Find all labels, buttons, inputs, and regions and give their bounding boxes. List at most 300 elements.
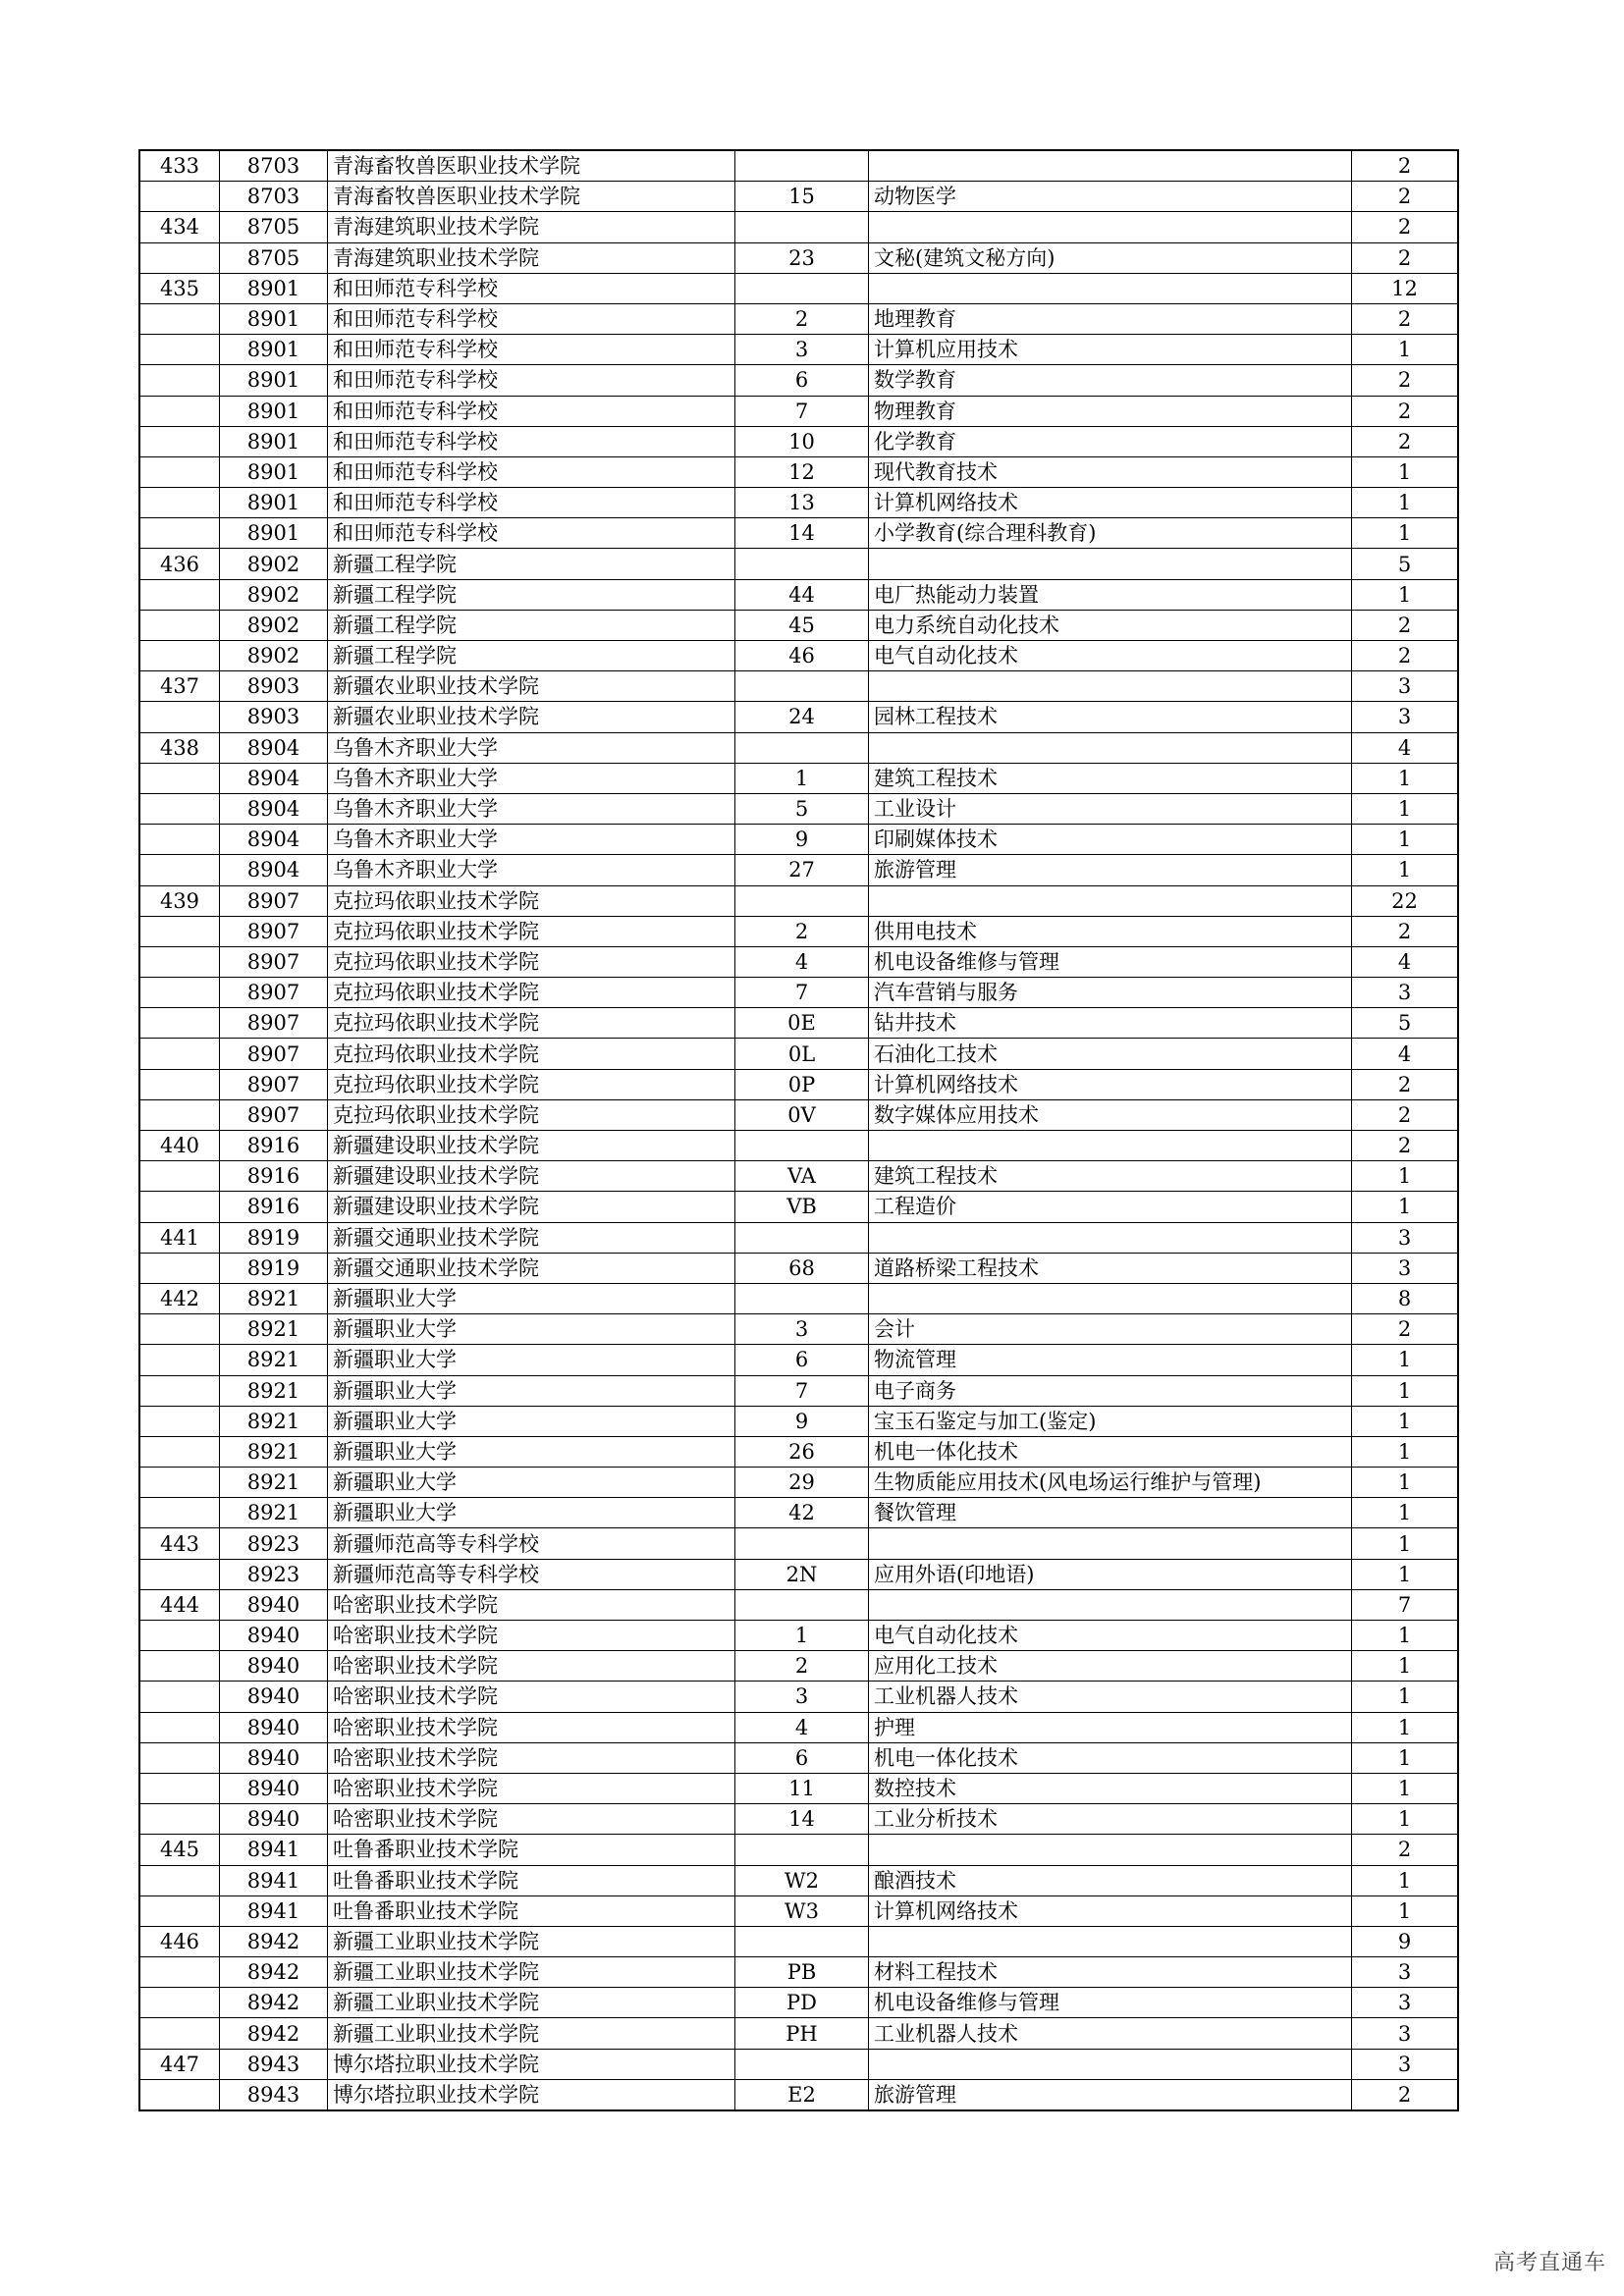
- major-name-cell: 机电一体化技术: [869, 1436, 1352, 1467]
- major-name-cell: [869, 671, 1352, 702]
- major-code-cell: 9: [735, 1406, 869, 1436]
- major-code-cell: [735, 1835, 869, 1865]
- quota-cell: 3: [1352, 2049, 1459, 2079]
- school-code-cell: 8902: [220, 641, 328, 671]
- major-name-cell: 小学教育(综合理科教育): [869, 518, 1352, 549]
- school-code-cell: 8921: [220, 1468, 328, 1498]
- major-code-cell: [735, 549, 869, 579]
- seq-cell: [139, 1773, 220, 1803]
- quota-cell: 3: [1352, 1957, 1459, 1988]
- quota-cell: 1: [1352, 1345, 1459, 1375]
- seq-cell: [139, 1804, 220, 1835]
- school-code-cell: 8943: [220, 2049, 328, 2079]
- school-summary-row: [139, 1283, 1458, 1313]
- major-code-cell: 6: [735, 1742, 869, 1773]
- major-name-cell: 物流管理: [869, 1345, 1352, 1375]
- school-name-cell: 克拉玛依职业技术学院: [328, 885, 735, 916]
- quota-cell: 2: [1352, 365, 1459, 396]
- school-code-cell: 8907: [220, 1039, 328, 1069]
- major-name-cell: 文秘(建筑文秘方向): [869, 242, 1352, 273]
- school-code-cell: 8903: [220, 702, 328, 732]
- quota-cell: 3: [1352, 702, 1459, 732]
- seq-cell: [139, 1099, 220, 1130]
- major-code-cell: VA: [735, 1161, 869, 1192]
- school-code-cell: 8940: [220, 1742, 328, 1773]
- school-code-cell: 8902: [220, 579, 328, 610]
- admissions-table: [138, 149, 1459, 2111]
- school-code-cell: 8904: [220, 825, 328, 855]
- major-code-cell: 2: [735, 303, 869, 334]
- major-name-cell: 机电一体化技术: [869, 1742, 1352, 1773]
- school-name-cell: 新疆工程学院: [328, 549, 735, 579]
- major-name-cell: [869, 885, 1352, 916]
- seq-cell: [139, 242, 220, 273]
- major-code-cell: 14: [735, 1804, 869, 1835]
- seq-cell: [139, 1345, 220, 1375]
- major-code-cell: PD: [735, 1988, 869, 2018]
- school-name-cell: 吐鲁番职业技术学院: [328, 1835, 735, 1865]
- major-row: [139, 1559, 1458, 1589]
- school-code-cell: 8904: [220, 763, 328, 793]
- quota-cell: 22: [1352, 885, 1459, 916]
- major-name-cell: 材料工程技术: [869, 1957, 1352, 1988]
- major-code-cell: 3: [735, 1682, 869, 1712]
- major-row: [139, 1865, 1458, 1896]
- major-row: [139, 426, 1458, 456]
- major-code-cell: 6: [735, 1345, 869, 1375]
- school-code-cell: 8921: [220, 1436, 328, 1467]
- major-code-cell: 2N: [735, 1559, 869, 1589]
- major-name-cell: [869, 1589, 1352, 1620]
- quota-cell: 2: [1352, 212, 1459, 242]
- seq-cell: [139, 946, 220, 977]
- school-code-cell: 8940: [220, 1712, 328, 1742]
- major-row: [139, 1253, 1458, 1283]
- seq-cell: [139, 1069, 220, 1099]
- seq-cell: [139, 1742, 220, 1773]
- school-code-cell: 8940: [220, 1682, 328, 1712]
- quota-cell: 3: [1352, 1253, 1459, 1283]
- major-code-cell: 9: [735, 825, 869, 855]
- major-code-cell: [735, 671, 869, 702]
- quota-cell: 1: [1352, 1621, 1459, 1651]
- major-name-cell: 现代教育技术: [869, 456, 1352, 487]
- major-row: [139, 1742, 1458, 1773]
- major-code-cell: 1: [735, 1621, 869, 1651]
- school-name-cell: 新疆职业大学: [328, 1375, 735, 1406]
- school-code-cell: 8940: [220, 1621, 328, 1651]
- seq-cell: [139, 916, 220, 946]
- school-name-cell: 克拉玛依职业技术学院: [328, 1099, 735, 1130]
- school-code-cell: 8921: [220, 1314, 328, 1345]
- school-code-cell: 8705: [220, 242, 328, 273]
- school-name-cell: 新疆工程学院: [328, 610, 735, 640]
- major-row: [139, 1896, 1458, 1926]
- school-name-cell: 新疆职业大学: [328, 1468, 735, 1498]
- major-name-cell: 石油化工技术: [869, 1039, 1352, 1069]
- quota-cell: 1: [1352, 1804, 1459, 1835]
- school-code-cell: 8907: [220, 1069, 328, 1099]
- major-row: [139, 2018, 1458, 2049]
- quota-cell: 2: [1352, 1131, 1459, 1161]
- watermark: 高考直通车: [1492, 2251, 1606, 2275]
- major-name-cell: [869, 273, 1352, 303]
- school-code-cell: 8943: [220, 2079, 328, 2110]
- quota-cell: 1: [1352, 793, 1459, 824]
- major-row: [139, 1621, 1458, 1651]
- major-code-cell: 1: [735, 763, 869, 793]
- major-name-cell: 机电设备维修与管理: [869, 1988, 1352, 2018]
- quota-cell: 2: [1352, 610, 1459, 640]
- major-row: [139, 1314, 1458, 1345]
- quota-cell: 1: [1352, 335, 1459, 365]
- major-row: [139, 1345, 1458, 1375]
- major-name-cell: 餐饮管理: [869, 1498, 1352, 1528]
- major-code-cell: 4: [735, 1712, 869, 1742]
- school-code-cell: 8923: [220, 1559, 328, 1589]
- major-code-cell: 0L: [735, 1039, 869, 1069]
- school-code-cell: 8940: [220, 1804, 328, 1835]
- school-name-cell: 哈密职业技术学院: [328, 1621, 735, 1651]
- major-code-cell: 24: [735, 702, 869, 732]
- major-name-cell: [869, 1222, 1352, 1253]
- quota-cell: 4: [1352, 732, 1459, 763]
- major-code-cell: [735, 273, 869, 303]
- major-code-cell: [735, 2049, 869, 2079]
- seq-cell: 444: [139, 1589, 220, 1620]
- seq-cell: [139, 1559, 220, 1589]
- major-row: [139, 365, 1458, 396]
- major-code-cell: 45: [735, 610, 869, 640]
- major-code-cell: 7: [735, 1375, 869, 1406]
- school-name-cell: 哈密职业技术学院: [328, 1804, 735, 1835]
- major-row: [139, 1712, 1458, 1742]
- major-code-cell: 7: [735, 396, 869, 426]
- major-name-cell: 地理教育: [869, 303, 1352, 334]
- school-code-cell: 8916: [220, 1161, 328, 1192]
- school-summary-row: [139, 150, 1458, 182]
- school-code-cell: 8907: [220, 946, 328, 977]
- seq-cell: [139, 1865, 220, 1896]
- seq-cell: [139, 1436, 220, 1467]
- major-code-cell: 0E: [735, 1008, 869, 1039]
- school-name-cell: 新疆职业大学: [328, 1283, 735, 1313]
- major-row: [139, 242, 1458, 273]
- major-code-cell: 4: [735, 946, 869, 977]
- major-code-cell: 2: [735, 1651, 869, 1682]
- major-name-cell: 生物质能应用技术(风电场运行维护与管理): [869, 1468, 1352, 1498]
- quota-cell: 1: [1352, 1559, 1459, 1589]
- major-code-cell: [735, 1131, 869, 1161]
- seq-cell: [139, 1253, 220, 1283]
- quota-cell: 2: [1352, 1069, 1459, 1099]
- major-name-cell: 园林工程技术: [869, 702, 1352, 732]
- major-row: [139, 1682, 1458, 1712]
- school-name-cell: 哈密职业技术学院: [328, 1651, 735, 1682]
- school-name-cell: 新疆建设职业技术学院: [328, 1161, 735, 1192]
- quota-cell: 1: [1352, 579, 1459, 610]
- major-name-cell: [869, 1131, 1352, 1161]
- major-row: [139, 2079, 1458, 2110]
- major-code-cell: PH: [735, 2018, 869, 2049]
- quota-cell: 1: [1352, 855, 1459, 885]
- major-code-cell: 23: [735, 242, 869, 273]
- school-code-cell: 8904: [220, 793, 328, 824]
- major-row: [139, 1406, 1458, 1436]
- school-name-cell: 青海建筑职业技术学院: [328, 212, 735, 242]
- school-name-cell: 新疆建设职业技术学院: [328, 1131, 735, 1161]
- school-code-cell: 8902: [220, 549, 328, 579]
- quota-cell: 1: [1352, 1528, 1459, 1559]
- quota-cell: 2: [1352, 1314, 1459, 1345]
- major-row: [139, 793, 1458, 824]
- major-name-cell: 酿酒技术: [869, 1865, 1352, 1896]
- major-row: [139, 610, 1458, 640]
- school-summary-row: [139, 671, 1458, 702]
- seq-cell: [139, 303, 220, 334]
- school-name-cell: 和田师范专科学校: [328, 365, 735, 396]
- quota-cell: 2: [1352, 303, 1459, 334]
- major-name-cell: 旅游管理: [869, 855, 1352, 885]
- major-name-cell: 电力系统自动化技术: [869, 610, 1352, 640]
- quota-cell: 1: [1352, 1682, 1459, 1712]
- school-code-cell: 8901: [220, 456, 328, 487]
- major-code-cell: [735, 732, 869, 763]
- major-name-cell: 计算机网络技术: [869, 1896, 1352, 1926]
- major-code-cell: 15: [735, 182, 869, 212]
- school-name-cell: 哈密职业技术学院: [328, 1742, 735, 1773]
- school-code-cell: 8901: [220, 426, 328, 456]
- major-name-cell: 计算机网络技术: [869, 1069, 1352, 1099]
- major-code-cell: W3: [735, 1896, 869, 1926]
- school-name-cell: 克拉玛依职业技术学院: [328, 946, 735, 977]
- major-code-cell: E2: [735, 2079, 869, 2110]
- seq-cell: 445: [139, 1835, 220, 1865]
- major-row: [139, 518, 1458, 549]
- quota-cell: 3: [1352, 2018, 1459, 2049]
- quota-cell: 8: [1352, 1283, 1459, 1313]
- major-code-cell: 3: [735, 1314, 869, 1345]
- seq-cell: 435: [139, 273, 220, 303]
- school-code-cell: 8901: [220, 335, 328, 365]
- school-name-cell: 和田师范专科学校: [328, 488, 735, 518]
- quota-cell: 4: [1352, 1039, 1459, 1069]
- school-name-cell: 新疆师范高等专科学校: [328, 1528, 735, 1559]
- school-name-cell: 乌鲁木齐职业大学: [328, 732, 735, 763]
- major-code-cell: W2: [735, 1865, 869, 1896]
- seq-cell: 442: [139, 1283, 220, 1313]
- school-name-cell: 乌鲁木齐职业大学: [328, 825, 735, 855]
- major-name-cell: 电厂热能动力装置: [869, 579, 1352, 610]
- seq-cell: 441: [139, 1222, 220, 1253]
- quota-cell: 1: [1352, 1468, 1459, 1498]
- school-code-cell: 8907: [220, 885, 328, 916]
- school-name-cell: 和田师范专科学校: [328, 273, 735, 303]
- school-name-cell: 新疆师范高等专科学校: [328, 1559, 735, 1589]
- major-row: [139, 1804, 1458, 1835]
- school-code-cell: 8903: [220, 671, 328, 702]
- school-name-cell: 新疆工程学院: [328, 641, 735, 671]
- major-name-cell: 建筑工程技术: [869, 763, 1352, 793]
- major-name-cell: [869, 1926, 1352, 1956]
- school-code-cell: 8921: [220, 1375, 328, 1406]
- major-name-cell: [869, 1283, 1352, 1313]
- major-code-cell: 14: [735, 518, 869, 549]
- quota-cell: 4: [1352, 946, 1459, 977]
- school-name-cell: 吐鲁番职业技术学院: [328, 1865, 735, 1896]
- quota-cell: 1: [1352, 1161, 1459, 1192]
- school-code-cell: 8902: [220, 610, 328, 640]
- major-name-cell: 物理教育: [869, 396, 1352, 426]
- major-name-cell: 计算机应用技术: [869, 335, 1352, 365]
- major-row: [139, 456, 1458, 487]
- school-code-cell: 8907: [220, 916, 328, 946]
- school-code-cell: 8703: [220, 182, 328, 212]
- seq-cell: [139, 1375, 220, 1406]
- major-row: [139, 641, 1458, 671]
- seq-cell: [139, 1406, 220, 1436]
- major-name-cell: 会计: [869, 1314, 1352, 1345]
- quota-cell: 1: [1352, 1865, 1459, 1896]
- quota-cell: 2: [1352, 242, 1459, 273]
- seq-cell: [139, 1896, 220, 1926]
- major-name-cell: [869, 150, 1352, 182]
- major-code-cell: 26: [735, 1436, 869, 1467]
- school-code-cell: 8919: [220, 1253, 328, 1283]
- school-name-cell: 新疆农业职业技术学院: [328, 671, 735, 702]
- school-code-cell: 8921: [220, 1283, 328, 1313]
- school-code-cell: 8703: [220, 150, 328, 182]
- major-row: [139, 335, 1458, 365]
- seq-cell: [139, 456, 220, 487]
- major-row: [139, 1161, 1458, 1192]
- major-name-cell: 应用外语(印地语): [869, 1559, 1352, 1589]
- major-name-cell: 道路桥梁工程技术: [869, 1253, 1352, 1283]
- school-code-cell: 8940: [220, 1651, 328, 1682]
- seq-cell: [139, 365, 220, 396]
- seq-cell: [139, 1314, 220, 1345]
- school-code-cell: 8942: [220, 1957, 328, 1988]
- school-code-cell: 8705: [220, 212, 328, 242]
- school-summary-row: [139, 1222, 1458, 1253]
- school-name-cell: 克拉玛依职业技术学院: [328, 1008, 735, 1039]
- school-name-cell: 和田师范专科学校: [328, 456, 735, 487]
- quota-cell: 3: [1352, 1988, 1459, 2018]
- major-row: [139, 1192, 1458, 1222]
- major-name-cell: 动物医学: [869, 182, 1352, 212]
- seq-cell: [139, 2079, 220, 2110]
- major-row: [139, 1651, 1458, 1682]
- quota-cell: 1: [1352, 1773, 1459, 1803]
- major-row: [139, 916, 1458, 946]
- seq-cell: 440: [139, 1131, 220, 1161]
- school-name-cell: 乌鲁木齐职业大学: [328, 855, 735, 885]
- major-name-cell: 数字媒体应用技术: [869, 1099, 1352, 1130]
- major-code-cell: [735, 1926, 869, 1956]
- school-code-cell: 8940: [220, 1589, 328, 1620]
- major-code-cell: 27: [735, 855, 869, 885]
- major-name-cell: [869, 1835, 1352, 1865]
- school-name-cell: 和田师范专科学校: [328, 335, 735, 365]
- seq-cell: [139, 641, 220, 671]
- major-name-cell: 旅游管理: [869, 2079, 1352, 2110]
- quota-cell: 1: [1352, 1651, 1459, 1682]
- seq-cell: [139, 1621, 220, 1651]
- major-row: [139, 396, 1458, 426]
- school-name-cell: 克拉玛依职业技术学院: [328, 916, 735, 946]
- school-name-cell: 新疆职业大学: [328, 1345, 735, 1375]
- major-row: [139, 855, 1458, 885]
- school-name-cell: 克拉玛依职业技术学院: [328, 978, 735, 1008]
- major-code-cell: 68: [735, 1253, 869, 1283]
- school-code-cell: 8907: [220, 1008, 328, 1039]
- major-name-cell: [869, 549, 1352, 579]
- major-row: [139, 1498, 1458, 1528]
- major-row: [139, 1773, 1458, 1803]
- major-row: [139, 303, 1458, 334]
- quota-cell: 9: [1352, 1926, 1459, 1956]
- major-row: [139, 579, 1458, 610]
- school-code-cell: 8921: [220, 1498, 328, 1528]
- quota-cell: 5: [1352, 1008, 1459, 1039]
- major-code-cell: 2: [735, 916, 869, 946]
- major-row: [139, 763, 1458, 793]
- quota-cell: 3: [1352, 978, 1459, 1008]
- major-name-cell: 工业设计: [869, 793, 1352, 824]
- major-code-cell: 7: [735, 978, 869, 1008]
- school-name-cell: 新疆职业大学: [328, 1436, 735, 1467]
- seq-cell: [139, 1192, 220, 1222]
- seq-cell: [139, 518, 220, 549]
- quota-cell: 2: [1352, 1099, 1459, 1130]
- seq-cell: [139, 1988, 220, 2018]
- major-code-cell: 42: [735, 1498, 869, 1528]
- seq-cell: [139, 825, 220, 855]
- seq-cell: [139, 1498, 220, 1528]
- school-summary-row: [139, 1528, 1458, 1559]
- major-code-cell: [735, 1283, 869, 1313]
- seq-cell: 446: [139, 1926, 220, 1956]
- seq-cell: [139, 1468, 220, 1498]
- school-summary-row: [139, 1926, 1458, 1956]
- school-summary-row: [139, 885, 1458, 916]
- seq-cell: 437: [139, 671, 220, 702]
- seq-cell: [139, 793, 220, 824]
- school-code-cell: 8916: [220, 1192, 328, 1222]
- seq-cell: [139, 763, 220, 793]
- seq-cell: [139, 1957, 220, 1988]
- quota-cell: 2: [1352, 916, 1459, 946]
- school-code-cell: 8916: [220, 1131, 328, 1161]
- seq-cell: [139, 855, 220, 885]
- school-name-cell: 青海畜牧兽医职业技术学院: [328, 150, 735, 182]
- quota-cell: 7: [1352, 1589, 1459, 1620]
- seq-cell: [139, 1161, 220, 1192]
- school-name-cell: 哈密职业技术学院: [328, 1773, 735, 1803]
- major-row: [139, 978, 1458, 1008]
- major-code-cell: 11: [735, 1773, 869, 1803]
- school-name-cell: 博尔塔拉职业技术学院: [328, 2049, 735, 2079]
- school-code-cell: 8904: [220, 855, 328, 885]
- quota-cell: 1: [1352, 1375, 1459, 1406]
- major-name-cell: [869, 1528, 1352, 1559]
- quota-cell: 5: [1352, 549, 1459, 579]
- major-row: [139, 1988, 1458, 2018]
- major-row: [139, 1099, 1458, 1130]
- major-name-cell: 工业机器人技术: [869, 1682, 1352, 1712]
- school-name-cell: 新疆交通职业技术学院: [328, 1222, 735, 1253]
- seq-cell: [139, 1712, 220, 1742]
